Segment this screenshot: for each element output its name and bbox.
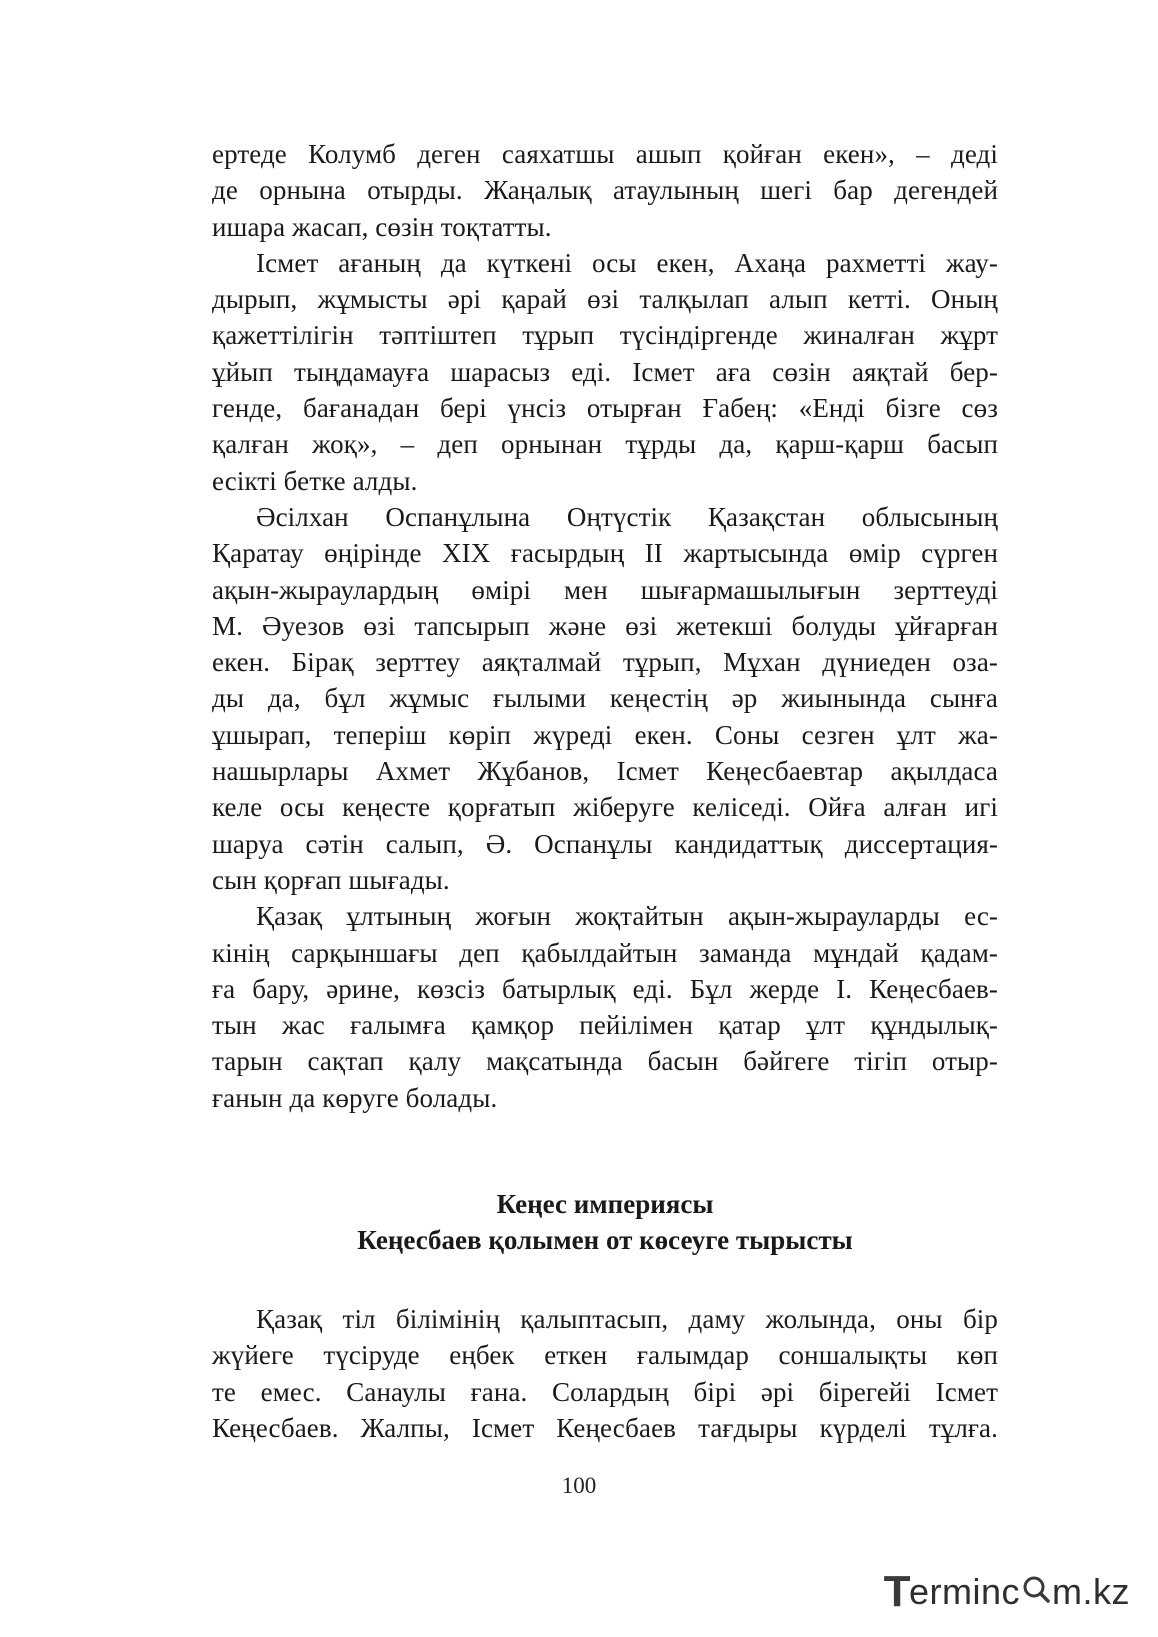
- text-line: генде, бағанадан бері үнсіз отырған Ғабең: «Енді бізге сөз: [212, 393, 998, 424]
- text-line: сын қорғап шығады.: [212, 864, 450, 895]
- text-line: дырып, жұмысты әрі қарай өзі талқылап алып кетті. Оның: [212, 284, 998, 315]
- text-line: Қазақ ұлтының жоғын жоқтайтын ақын-жырауларды ес-: [256, 901, 998, 932]
- text-line: ертеде Колумб деген саяхатшы ашып қойған екен», – деді: [212, 139, 998, 169]
- watermark-middle: erminc: [908, 1571, 1020, 1612]
- body-text-top: [212, 136, 998, 1116]
- text-line: де орнына отырды. Жаңалық атаулының шегі бар дегендей: [212, 175, 998, 206]
- page-number: 100: [561, 1473, 597, 1498]
- watermark-logo: [884, 1567, 1130, 1617]
- text-line: М. Әуезов өзі тапсырып және өзі жетекші болуды ұйғарған: [212, 610, 998, 641]
- text-line: ғанын да көруге болады.: [212, 1082, 498, 1113]
- section-heading-line: Кеңесбаев қолымен от көсеуге тырысты: [357, 1225, 853, 1255]
- text-line: есікті бетке алды.: [212, 465, 418, 496]
- watermark-suffix: m.kz: [1052, 1571, 1130, 1612]
- text-line: Қаратау өңірінде XIX ғасырдың II жартысында өмір сүрген: [212, 538, 998, 569]
- text-line: тарын сақтап қалу мақсатында басын бәйгеге тігіп отыр-: [212, 1046, 998, 1077]
- text-line: Ісмет ағаның да күткені осы екен, Ахаңа рахметті жау-: [256, 247, 998, 278]
- text-line: ұйып тыңдамауға шарасыз еді. Ісмет аға сөзін аяқтай бер-: [212, 356, 998, 387]
- text-line: кінің сарқыншағы деп қабылдайтын заманда мұндай қадам-: [212, 937, 998, 968]
- text-line: Қазақ тіл білімінің қалыптасып, даму жолында, оны бір: [256, 1304, 998, 1334]
- text-line: ишара жасап, сөзін тоқтатты.: [212, 211, 552, 242]
- text-line: шаруа сәтін салып, Ә. Оспанұлы кандидаттық диссертация-: [212, 828, 998, 859]
- watermark-prefix: T: [883, 1567, 911, 1616]
- section-heading-line: Кеңес империясы: [496, 1189, 714, 1219]
- text-line: нашырлары Ахмет Жұбанов, Ісмет Кеңесбаевтар ақылдаса: [212, 756, 998, 787]
- magnifier-icon: [1020, 1571, 1052, 1613]
- section-heading: [212, 1186, 998, 1258]
- text-line: тын жас ғалымға қамқор пейілімен қатар ұлт құндылық-: [212, 1010, 998, 1041]
- text-line: Кеңесбаев. Жалпы, Ісмет Кеңесбаев тағдыры күрделі тұлға.: [212, 1412, 998, 1443]
- text-line: екен. Бірақ зерттеу аяқталмай тұрып, Мұхан дүниеден оза-: [212, 647, 998, 678]
- text-line: Әсілхан Оспанұлына Оңтүстік Қазақстан облысының: [256, 501, 998, 532]
- text-line: ға бару, әрине, көзсіз батырлық еді. Бұл жерде І. Кеңесбаев-: [212, 973, 998, 1004]
- text-line: ұшырап, тепеpіш көріп жүреді екен. Соны сезген ұлт жа-: [212, 719, 998, 750]
- text-line: жүйеге түсіруде еңбек еткен ғалымдар соншалықты көп: [212, 1340, 998, 1371]
- body-text-bottom: [212, 1301, 998, 1446]
- text-line: ақын-жыраулардың өмірі мен шығармашылығын зерттеуді: [212, 574, 998, 605]
- text-line: қалған жоқ», – деп орнынан тұрды да, қарш-қарш басып: [212, 429, 998, 460]
- text-line: те емес. Санаулы ғана. Солардың бірі әрі бірегейі Ісмет: [212, 1376, 998, 1407]
- text-line: келе осы кеңесте қорғатып жіберуге келіседі. Ойға алған игі: [212, 792, 998, 823]
- text-line: қажеттілігін тәптіштеп тұрып түсіндіргенде жиналған жұрт: [212, 320, 998, 351]
- text-line: ды да, бұл жұмыс ғылыми кеңестің әр жиынында сынға: [212, 683, 998, 714]
